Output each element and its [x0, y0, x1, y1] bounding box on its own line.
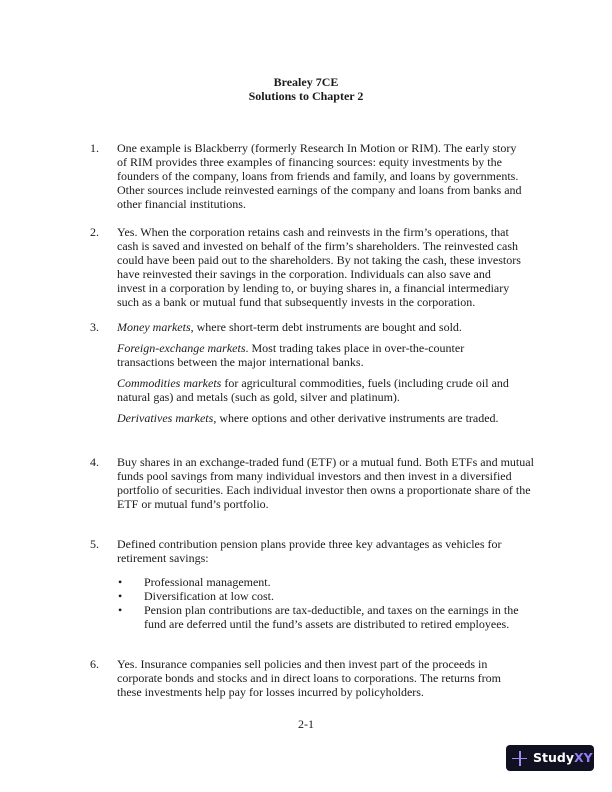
document-subtitle: Solutions to Chapter 2: [248, 89, 364, 103]
bullet-icon: •: [118, 574, 123, 589]
item-number: 2.: [90, 225, 99, 239]
market-term: Derivatives markets: [117, 410, 214, 425]
studyxy-watermark-badge[interactable]: [506, 745, 594, 771]
text-line: . Most trading takes place in over-the-counter: [245, 340, 465, 355]
text-line: other financial institutions.: [117, 196, 246, 211]
text-line: Other sources include reinvested earnings of the company and loans from banks and: [117, 182, 522, 197]
text-line: transactions between the major international banks.: [117, 354, 364, 369]
text-line: such as a bank or mutual fund that subsequently invests in the corporation.: [117, 294, 476, 309]
text-line: invest in a corporation by lending to, or buying shares in, a financial intermediary: [117, 280, 510, 295]
brand-text-xy: XY: [573, 750, 593, 765]
item-text: [117, 456, 547, 512]
page-number: 2-1: [298, 717, 314, 731]
item-text: [117, 142, 547, 212]
text-line: Professional management.: [144, 574, 271, 589]
item-number: 1.: [90, 141, 99, 155]
text-line: Pension plan contributions are tax-deductible, and taxes on the earnings in the: [144, 602, 519, 617]
market-term: Commodities markets: [117, 375, 222, 390]
text-line: these investments help pay for losses incurred by policyholders.: [117, 684, 424, 699]
market-term: Foreign-exchange markets: [117, 340, 246, 355]
text-line: could have been paid out to the shareholders. By not taking the cash, these investors: [117, 252, 521, 267]
text-line: Buy shares in an exchange-traded fund (ETF) or a mutual fund. Both ETFs and mutual: [117, 455, 534, 469]
text-line: funds pool savings from many individual investors and then invest in a diversified: [117, 468, 512, 483]
text-line: have reinvested their savings in the corporation. Individuals can also save and: [117, 266, 491, 281]
text-line: , where short-term debt instruments are bought and sold.: [190, 320, 462, 334]
list-item: [117, 590, 547, 604]
text-line: Yes. When the corporation retains cash and reinvests in the firm’s operations, that: [117, 225, 509, 239]
text-line: portfolio of securities. Each individual investor then owns a proportionate share of the: [117, 482, 531, 497]
brand-text-study: Study: [533, 750, 574, 765]
item-number: 5.: [90, 537, 99, 551]
text-line: Diversification at low cost.: [144, 588, 274, 603]
item-text: [117, 226, 547, 309]
list-item: [117, 604, 547, 632]
text-line: corporate bonds and stocks and in direct loans to corporations. The returns from: [117, 670, 502, 685]
bullet-icon: •: [118, 588, 123, 603]
market-paragraph-commodities: [117, 377, 547, 405]
item-number: 3.: [90, 320, 99, 334]
market-term: Money markets: [117, 320, 191, 334]
text-line: for agricultural commodities, fuels (including crude oil and: [221, 375, 509, 390]
item-number: 6.: [90, 657, 99, 671]
text-line: , where options and other derivative instruments are traded.: [213, 410, 499, 425]
plus-icon: [512, 751, 527, 766]
text-line: Yes. Insurance companies sell policies and then invest part of the proceeds in: [117, 657, 488, 671]
text-line: ETF or mutual fund’s portfolio.: [117, 496, 269, 511]
market-paragraph-forex: [117, 342, 547, 370]
text-line: Defined contribution pension plans provide three key advantages as vehicles for: [117, 537, 502, 551]
text-line: fund are deferred until the fund’s assets are distributed to retired employees.: [144, 616, 510, 631]
bullet-icon: •: [118, 602, 123, 617]
text-line: cash is saved and invested on behalf of the firm’s shareholders. The reinvested cash: [117, 238, 518, 253]
item-text: [117, 538, 547, 631]
text-line: natural gas) and metals (such as gold, silver and platinum).: [117, 389, 400, 404]
market-paragraph-money: [117, 321, 547, 335]
item-text: [117, 658, 547, 700]
document-header: [0, 75, 612, 103]
text-line: One example is Blackberry (formerly Research In Motion or RIM). The early story: [117, 141, 517, 155]
list-item: [117, 576, 547, 590]
item-number: 4.: [90, 455, 99, 469]
text-line: retirement savings:: [117, 550, 209, 565]
document-title: Brealey 7CE: [273, 75, 339, 89]
item-text: [117, 321, 547, 425]
advantages-list: [117, 576, 547, 632]
text-line: of RIM provides three examples of financing sources: equity investments by the: [117, 154, 502, 169]
market-paragraph-derivatives: [117, 412, 547, 426]
text-line: founders of the company, loans from friends and family, and loans by governments.: [117, 168, 519, 183]
